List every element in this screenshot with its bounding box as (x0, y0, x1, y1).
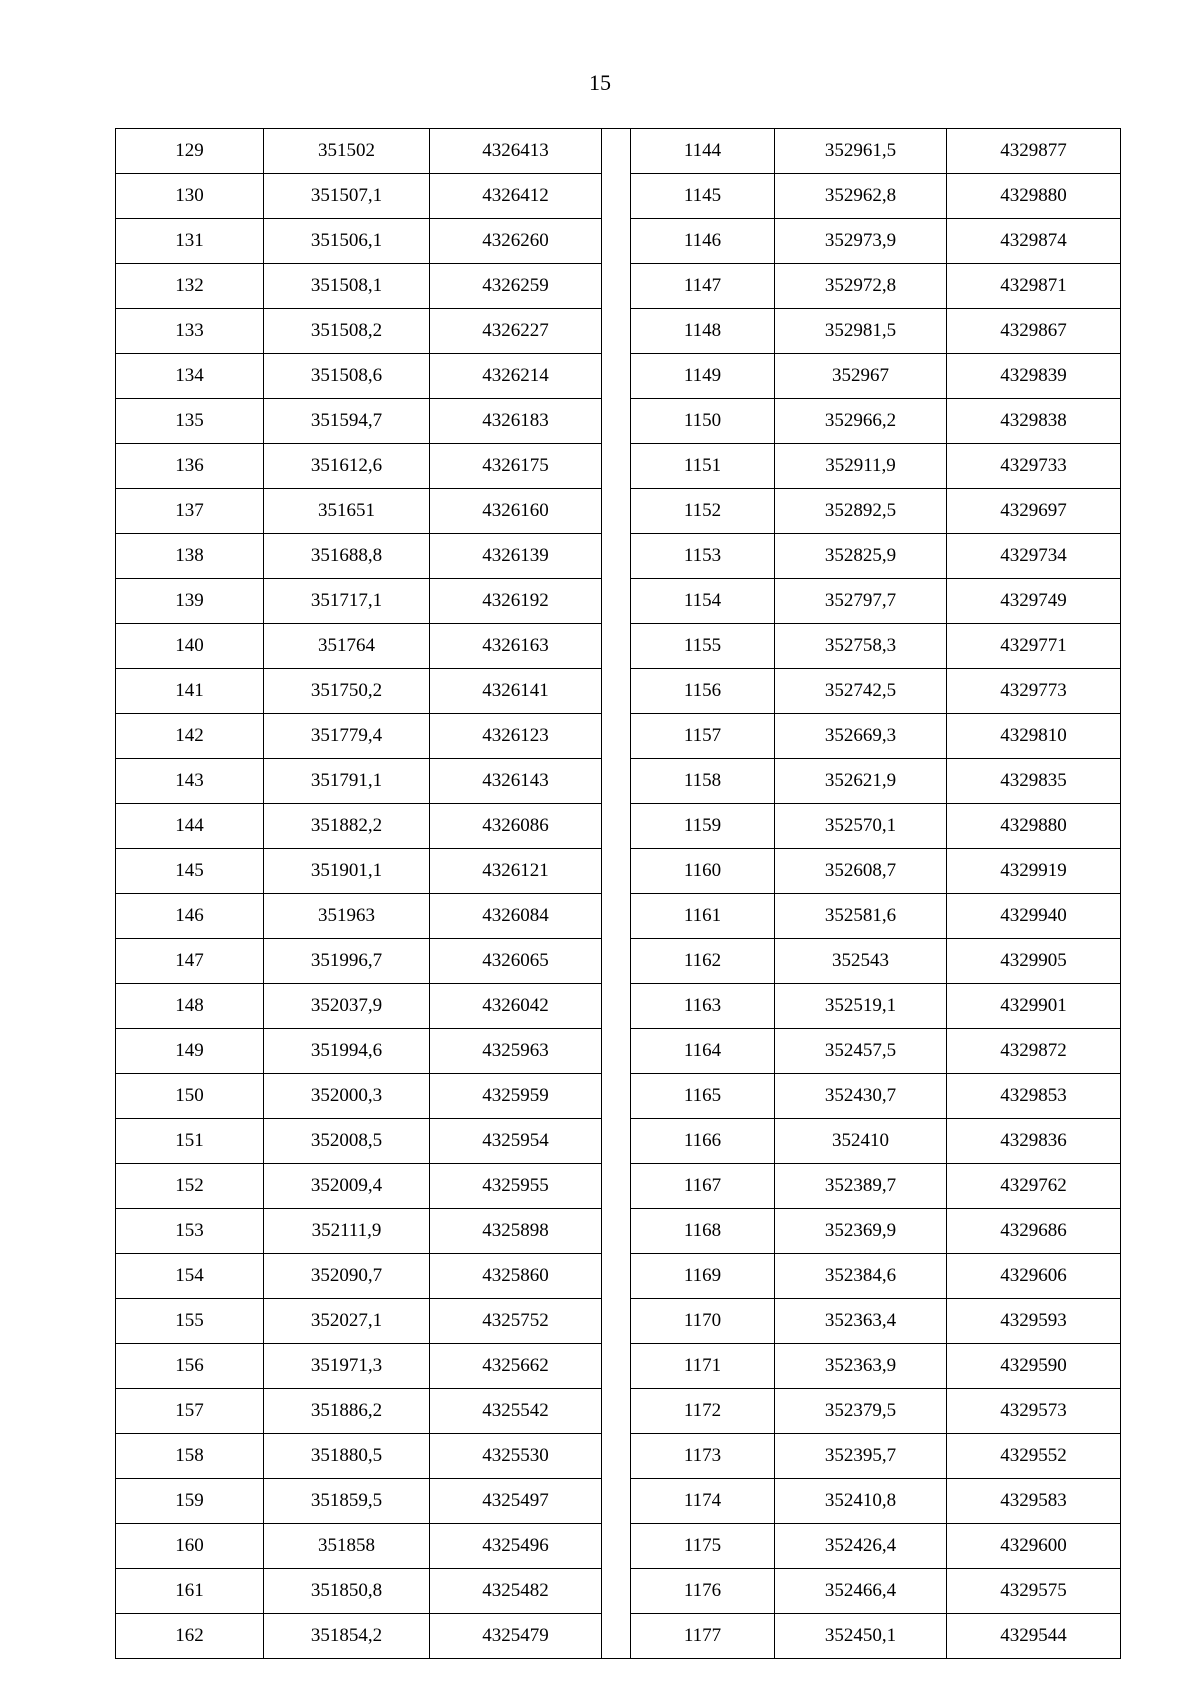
x-coordinate-right: 352981,5 (775, 309, 947, 354)
y-coordinate-left: 4325482 (430, 1569, 602, 1614)
point-number-right: 1164 (631, 1029, 775, 1074)
point-number-right: 1153 (631, 534, 775, 579)
table-row (116, 1164, 1121, 1209)
point-number-left: 150 (116, 1074, 264, 1119)
point-number-right: 1174 (631, 1479, 775, 1524)
column-gap (602, 444, 631, 489)
point-number-right: 1177 (631, 1614, 775, 1659)
x-coordinate-left: 351859,5 (264, 1479, 430, 1524)
point-number-left: 151 (116, 1119, 264, 1164)
y-coordinate-right: 4329573 (947, 1389, 1121, 1434)
column-gap (602, 1614, 631, 1659)
y-coordinate-right: 4329544 (947, 1614, 1121, 1659)
table-row (116, 129, 1121, 174)
x-coordinate-left: 351506,1 (264, 219, 430, 264)
table-row (116, 444, 1121, 489)
x-coordinate-right: 352570,1 (775, 804, 947, 849)
x-coordinate-left: 352009,4 (264, 1164, 430, 1209)
point-number-right: 1152 (631, 489, 775, 534)
y-coordinate-left: 4326143 (430, 759, 602, 804)
x-coordinate-right: 352363,4 (775, 1299, 947, 1344)
column-gap (602, 759, 631, 804)
y-coordinate-left: 4326163 (430, 624, 602, 669)
y-coordinate-right: 4329697 (947, 489, 1121, 534)
x-coordinate-right: 352519,1 (775, 984, 947, 1029)
y-coordinate-right: 4329874 (947, 219, 1121, 264)
coordinates-table (115, 128, 1121, 1659)
x-coordinate-right: 352892,5 (775, 489, 947, 534)
column-gap (602, 129, 631, 174)
y-coordinate-left: 4326227 (430, 309, 602, 354)
y-coordinate-left: 4325479 (430, 1614, 602, 1659)
x-coordinate-right: 352430,7 (775, 1074, 947, 1119)
column-gap (602, 354, 631, 399)
x-coordinate-right: 352379,5 (775, 1389, 947, 1434)
y-coordinate-right: 4329552 (947, 1434, 1121, 1479)
point-number-left: 161 (116, 1569, 264, 1614)
point-number-right: 1167 (631, 1164, 775, 1209)
x-coordinate-right: 352797,7 (775, 579, 947, 624)
y-coordinate-right: 4329771 (947, 624, 1121, 669)
y-coordinate-left: 4326121 (430, 849, 602, 894)
column-gap (602, 174, 631, 219)
table-row (116, 579, 1121, 624)
point-number-left: 146 (116, 894, 264, 939)
x-coordinate-right: 352395,7 (775, 1434, 947, 1479)
column-gap (602, 264, 631, 309)
y-coordinate-left: 4326065 (430, 939, 602, 984)
column-gap (602, 1479, 631, 1524)
y-coordinate-left: 4325954 (430, 1119, 602, 1164)
point-number-left: 148 (116, 984, 264, 1029)
table-row (116, 894, 1121, 939)
table-row (116, 624, 1121, 669)
y-coordinate-left: 4325898 (430, 1209, 602, 1254)
point-number-right: 1170 (631, 1299, 775, 1344)
column-gap (602, 489, 631, 534)
point-number-right: 1148 (631, 309, 775, 354)
point-number-left: 132 (116, 264, 264, 309)
x-coordinate-right: 352457,5 (775, 1029, 947, 1074)
x-coordinate-right: 352608,7 (775, 849, 947, 894)
point-number-left: 157 (116, 1389, 264, 1434)
table-row (116, 489, 1121, 534)
x-coordinate-left: 351688,8 (264, 534, 430, 579)
point-number-left: 156 (116, 1344, 264, 1389)
x-coordinate-left: 351764 (264, 624, 430, 669)
y-coordinate-right: 4329686 (947, 1209, 1121, 1254)
y-coordinate-left: 4325496 (430, 1524, 602, 1569)
x-coordinate-right: 352363,9 (775, 1344, 947, 1389)
point-number-left: 144 (116, 804, 264, 849)
point-number-left: 136 (116, 444, 264, 489)
y-coordinate-left: 4325662 (430, 1344, 602, 1389)
y-coordinate-right: 4329593 (947, 1299, 1121, 1344)
y-coordinate-left: 4325860 (430, 1254, 602, 1299)
x-coordinate-right: 352972,8 (775, 264, 947, 309)
point-number-right: 1168 (631, 1209, 775, 1254)
x-coordinate-left: 351886,2 (264, 1389, 430, 1434)
y-coordinate-left: 4326160 (430, 489, 602, 534)
x-coordinate-right: 352669,3 (775, 714, 947, 759)
y-coordinate-right: 4329606 (947, 1254, 1121, 1299)
x-coordinate-left: 351971,3 (264, 1344, 430, 1389)
column-gap (602, 1389, 631, 1434)
x-coordinate-left: 351779,4 (264, 714, 430, 759)
table-row (116, 309, 1121, 354)
table-row (116, 1209, 1121, 1254)
x-coordinate-left: 351502 (264, 129, 430, 174)
point-number-right: 1151 (631, 444, 775, 489)
x-coordinate-right: 352962,8 (775, 174, 947, 219)
column-gap (602, 669, 631, 714)
x-coordinate-right: 352742,5 (775, 669, 947, 714)
y-coordinate-left: 4326086 (430, 804, 602, 849)
point-number-left: 143 (116, 759, 264, 804)
point-number-left: 153 (116, 1209, 264, 1254)
point-number-left: 159 (116, 1479, 264, 1524)
column-gap (602, 1434, 631, 1479)
point-number-left: 155 (116, 1299, 264, 1344)
point-number-right: 1172 (631, 1389, 775, 1434)
column-gap (602, 1164, 631, 1209)
table-row (116, 399, 1121, 444)
column-gap (602, 309, 631, 354)
x-coordinate-left: 351651 (264, 489, 430, 534)
point-number-left: 140 (116, 624, 264, 669)
y-coordinate-right: 4329838 (947, 399, 1121, 444)
x-coordinate-right: 352410 (775, 1119, 947, 1164)
column-gap (602, 1344, 631, 1389)
column-gap (602, 1254, 631, 1299)
table-row (116, 1299, 1121, 1344)
point-number-right: 1144 (631, 129, 775, 174)
column-gap (602, 1029, 631, 1074)
x-coordinate-left: 351717,1 (264, 579, 430, 624)
point-number-left: 149 (116, 1029, 264, 1074)
x-coordinate-left: 351750,2 (264, 669, 430, 714)
table-row (116, 1344, 1121, 1389)
y-coordinate-right: 4329762 (947, 1164, 1121, 1209)
table-row (116, 1434, 1121, 1479)
x-coordinate-left: 351882,2 (264, 804, 430, 849)
x-coordinate-left: 351508,2 (264, 309, 430, 354)
point-number-right: 1166 (631, 1119, 775, 1164)
y-coordinate-right: 4329734 (947, 534, 1121, 579)
point-number-left: 134 (116, 354, 264, 399)
y-coordinate-left: 4326141 (430, 669, 602, 714)
y-coordinate-left: 4325955 (430, 1164, 602, 1209)
column-gap (602, 1209, 631, 1254)
x-coordinate-left: 351594,7 (264, 399, 430, 444)
y-coordinate-right: 4329773 (947, 669, 1121, 714)
x-coordinate-left: 351963 (264, 894, 430, 939)
table-row (116, 759, 1121, 804)
y-coordinate-left: 4326042 (430, 984, 602, 1029)
x-coordinate-left: 351994,6 (264, 1029, 430, 1074)
point-number-right: 1162 (631, 939, 775, 984)
y-coordinate-left: 4326412 (430, 174, 602, 219)
y-coordinate-right: 4329835 (947, 759, 1121, 804)
point-number-right: 1145 (631, 174, 775, 219)
point-number-right: 1147 (631, 264, 775, 309)
point-number-right: 1154 (631, 579, 775, 624)
x-coordinate-left: 352008,5 (264, 1119, 430, 1164)
point-number-right: 1156 (631, 669, 775, 714)
y-coordinate-right: 4329810 (947, 714, 1121, 759)
table-row (116, 669, 1121, 714)
x-coordinate-left: 351858 (264, 1524, 430, 1569)
y-coordinate-right: 4329839 (947, 354, 1121, 399)
table-row (116, 1569, 1121, 1614)
y-coordinate-left: 4325752 (430, 1299, 602, 1344)
point-number-right: 1150 (631, 399, 775, 444)
y-coordinate-right: 4329575 (947, 1569, 1121, 1614)
x-coordinate-left: 351996,7 (264, 939, 430, 984)
column-gap (602, 1299, 631, 1344)
x-coordinate-right: 352961,5 (775, 129, 947, 174)
y-coordinate-left: 4326175 (430, 444, 602, 489)
y-coordinate-right: 4329590 (947, 1344, 1121, 1389)
point-number-right: 1173 (631, 1434, 775, 1479)
point-number-right: 1149 (631, 354, 775, 399)
x-coordinate-right: 352450,1 (775, 1614, 947, 1659)
y-coordinate-left: 4325542 (430, 1389, 602, 1434)
y-coordinate-right: 4329600 (947, 1524, 1121, 1569)
y-coordinate-left: 4326214 (430, 354, 602, 399)
table-row (116, 1074, 1121, 1119)
x-coordinate-left: 351508,1 (264, 264, 430, 309)
table-row (116, 1119, 1121, 1164)
table-row (116, 939, 1121, 984)
y-coordinate-left: 4325530 (430, 1434, 602, 1479)
table-row (116, 219, 1121, 264)
column-gap (602, 714, 631, 759)
y-coordinate-right: 4329853 (947, 1074, 1121, 1119)
y-coordinate-left: 4326084 (430, 894, 602, 939)
x-coordinate-right: 352466,4 (775, 1569, 947, 1614)
x-coordinate-right: 352426,4 (775, 1524, 947, 1569)
table-row (116, 264, 1121, 309)
x-coordinate-right: 352581,6 (775, 894, 947, 939)
x-coordinate-right: 352384,6 (775, 1254, 947, 1299)
point-number-left: 133 (116, 309, 264, 354)
y-coordinate-right: 4329583 (947, 1479, 1121, 1524)
table-row (116, 714, 1121, 759)
point-number-right: 1160 (631, 849, 775, 894)
x-coordinate-right: 352758,3 (775, 624, 947, 669)
x-coordinate-left: 351880,5 (264, 1434, 430, 1479)
x-coordinate-left: 352000,3 (264, 1074, 430, 1119)
column-gap (602, 849, 631, 894)
column-gap (602, 1524, 631, 1569)
y-coordinate-left: 4325497 (430, 1479, 602, 1524)
y-coordinate-right: 4329901 (947, 984, 1121, 1029)
point-number-right: 1163 (631, 984, 775, 1029)
coordinates-table-body (116, 129, 1121, 1659)
table-row (116, 1614, 1121, 1659)
column-gap (602, 1569, 631, 1614)
point-number-left: 154 (116, 1254, 264, 1299)
table-row (116, 174, 1121, 219)
column-gap (602, 939, 631, 984)
column-gap (602, 534, 631, 579)
y-coordinate-left: 4326413 (430, 129, 602, 174)
y-coordinate-left: 4326123 (430, 714, 602, 759)
point-number-left: 137 (116, 489, 264, 534)
x-coordinate-right: 352911,9 (775, 444, 947, 489)
x-coordinate-right: 352973,9 (775, 219, 947, 264)
column-gap (602, 579, 631, 624)
page-number: 15 (589, 70, 611, 95)
x-coordinate-left: 351508,6 (264, 354, 430, 399)
y-coordinate-right: 4329867 (947, 309, 1121, 354)
x-coordinate-right: 352825,9 (775, 534, 947, 579)
point-number-right: 1171 (631, 1344, 775, 1389)
column-gap (602, 804, 631, 849)
y-coordinate-right: 4329749 (947, 579, 1121, 624)
table-row (116, 804, 1121, 849)
y-coordinate-left: 4325963 (430, 1029, 602, 1074)
x-coordinate-right: 352543 (775, 939, 947, 984)
x-coordinate-left: 351612,6 (264, 444, 430, 489)
x-coordinate-right: 352621,9 (775, 759, 947, 804)
x-coordinate-right: 352967 (775, 354, 947, 399)
table-row (116, 1524, 1121, 1569)
x-coordinate-right: 352369,9 (775, 1209, 947, 1254)
point-number-left: 135 (116, 399, 264, 444)
point-number-left: 131 (116, 219, 264, 264)
point-number-right: 1158 (631, 759, 775, 804)
y-coordinate-right: 4329880 (947, 174, 1121, 219)
x-coordinate-left: 352037,9 (264, 984, 430, 1029)
point-number-left: 147 (116, 939, 264, 984)
column-gap (602, 1074, 631, 1119)
y-coordinate-right: 4329940 (947, 894, 1121, 939)
x-coordinate-left: 351791,1 (264, 759, 430, 804)
point-number-right: 1157 (631, 714, 775, 759)
point-number-left: 130 (116, 174, 264, 219)
x-coordinate-left: 351901,1 (264, 849, 430, 894)
y-coordinate-left: 4326183 (430, 399, 602, 444)
y-coordinate-right: 4329836 (947, 1119, 1121, 1164)
table-row (116, 1254, 1121, 1299)
y-coordinate-right: 4329905 (947, 939, 1121, 984)
point-number-left: 129 (116, 129, 264, 174)
point-number-right: 1161 (631, 894, 775, 939)
point-number-right: 1175 (631, 1524, 775, 1569)
column-gap (602, 219, 631, 264)
point-number-left: 141 (116, 669, 264, 714)
column-gap (602, 624, 631, 669)
y-coordinate-right: 4329877 (947, 129, 1121, 174)
y-coordinate-right: 4329733 (947, 444, 1121, 489)
point-number-left: 158 (116, 1434, 264, 1479)
y-coordinate-right: 4329871 (947, 264, 1121, 309)
column-gap (602, 984, 631, 1029)
point-number-left: 152 (116, 1164, 264, 1209)
point-number-right: 1159 (631, 804, 775, 849)
table-row (116, 1029, 1121, 1074)
y-coordinate-left: 4325959 (430, 1074, 602, 1119)
x-coordinate-left: 352090,7 (264, 1254, 430, 1299)
table-row (116, 849, 1121, 894)
column-gap (602, 399, 631, 444)
y-coordinate-right: 4329919 (947, 849, 1121, 894)
table-row (116, 1479, 1121, 1524)
x-coordinate-left: 351854,2 (264, 1614, 430, 1659)
table-row (116, 1389, 1121, 1434)
point-number-right: 1169 (631, 1254, 775, 1299)
x-coordinate-right: 352389,7 (775, 1164, 947, 1209)
column-gap (602, 894, 631, 939)
point-number-left: 145 (116, 849, 264, 894)
y-coordinate-left: 4326259 (430, 264, 602, 309)
point-number-right: 1176 (631, 1569, 775, 1614)
x-coordinate-left: 352111,9 (264, 1209, 430, 1254)
y-coordinate-left: 4326139 (430, 534, 602, 579)
y-coordinate-right: 4329872 (947, 1029, 1121, 1074)
x-coordinate-right: 352410,8 (775, 1479, 947, 1524)
table-row (116, 534, 1121, 579)
point-number-right: 1155 (631, 624, 775, 669)
point-number-left: 162 (116, 1614, 264, 1659)
table-row (116, 984, 1121, 1029)
y-coordinate-right: 4329880 (947, 804, 1121, 849)
y-coordinate-left: 4326192 (430, 579, 602, 624)
point-number-left: 142 (116, 714, 264, 759)
table-row (116, 354, 1121, 399)
point-number-left: 160 (116, 1524, 264, 1569)
column-gap (602, 1119, 631, 1164)
y-coordinate-left: 4326260 (430, 219, 602, 264)
point-number-left: 138 (116, 534, 264, 579)
x-coordinate-right: 352966,2 (775, 399, 947, 444)
x-coordinate-left: 351507,1 (264, 174, 430, 219)
x-coordinate-left: 351850,8 (264, 1569, 430, 1614)
point-number-right: 1146 (631, 219, 775, 264)
point-number-right: 1165 (631, 1074, 775, 1119)
x-coordinate-left: 352027,1 (264, 1299, 430, 1344)
point-number-left: 139 (116, 579, 264, 624)
